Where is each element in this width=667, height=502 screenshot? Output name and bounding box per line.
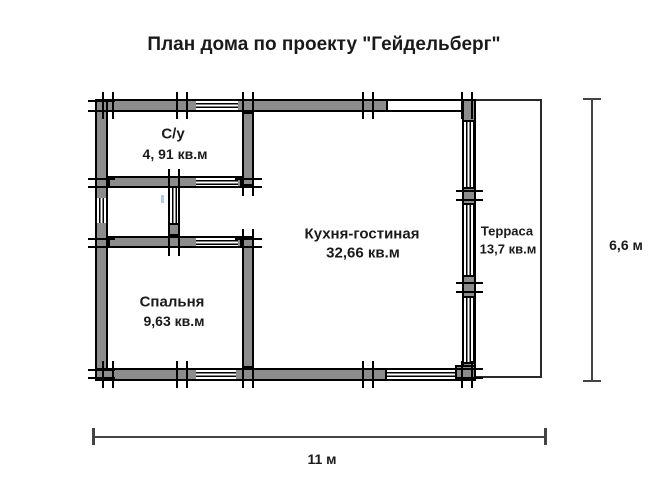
joint-tick [362,361,364,388]
joint-tick [456,190,483,192]
joint-tick [242,92,244,119]
terrace-edge-right [540,99,542,378]
window-north [196,99,238,112]
dimension-cap-top [583,98,601,100]
joint-tick [88,246,115,248]
wall-south [95,368,387,381]
wall-east-block-top [462,99,476,122]
joint-tick [242,229,244,256]
dimension-label-width: 11 м [307,451,337,467]
joint-tick [456,291,483,293]
room-label-bedroom: Спальня [139,293,205,311]
joint-tick [168,229,170,256]
joint-tick [88,186,115,188]
room-area-kitchen-living: 32,66 кв.м [326,244,400,262]
joint-tick [372,92,374,119]
room-label-kitchen-living: Кухня-гостиная [304,225,420,243]
room-area-bathroom: 4, 91 кв.м [142,146,208,162]
room-label-terrace: Терраса [480,223,534,239]
joint-tick [252,229,254,256]
dimension-cap-left [92,428,95,445]
wall-east-glazing [462,99,476,381]
joint-tick [168,169,170,196]
joint-tick [242,169,244,196]
joint-tick [88,369,115,371]
joint-tick [186,361,188,388]
joint-tick [252,92,254,119]
room-area-bedroom: 9,63 кв.м [143,313,205,329]
joint-tick [252,169,254,196]
joint-tick [242,361,244,388]
door-south-terrace [387,368,455,381]
joint-tick [186,92,188,119]
joint-tick [456,368,483,370]
joint-tick [88,100,115,102]
joint-tick [372,361,374,388]
dimension-cap-bottom [583,380,601,382]
joint-tick [176,92,178,119]
dimension-line-height [591,99,593,382]
joint-tick [456,282,483,284]
joint-tick [461,361,463,388]
joint-tick [102,92,104,119]
joint-tick [112,361,114,388]
joint-tick [178,229,180,256]
terrace-edge-top [476,99,542,101]
joint-tick [471,92,473,119]
dimension-label-height: 6,6 м [609,237,643,253]
room-area-terrace: 13,7 кв.м [479,241,537,257]
joint-tick [235,238,262,240]
joint-tick [235,246,262,248]
stray-cursor-artifact [161,195,164,203]
joint-tick [88,178,115,180]
wall-west [95,99,108,381]
joint-tick [456,377,483,379]
joint-tick [252,361,254,388]
joint-tick [88,238,115,240]
joint-tick [235,186,262,188]
joint-tick [461,92,463,119]
wall-north-opening [388,99,464,112]
page-title: План дома по проекту "Гейдельберг" [147,34,501,55]
joint-tick [456,199,483,201]
dimension-cap-right [544,428,547,445]
joint-tick [88,110,115,112]
room-label-bathroom: С/у [161,125,185,143]
window-south-bedroom [196,368,236,381]
joint-tick [362,92,364,119]
joint-tick [176,361,178,388]
terrace-edge-bottom [476,376,542,378]
window-west [95,198,108,223]
joint-tick [88,377,115,379]
wall-east-block-mid2 [462,275,476,298]
joint-tick [235,178,262,180]
door-bedroom [196,236,238,248]
joint-tick [102,361,104,388]
dimension-line-width [92,436,547,438]
door-bathroom [196,176,238,188]
joint-tick [178,169,180,196]
joint-tick [471,361,473,388]
joint-tick [112,92,114,119]
